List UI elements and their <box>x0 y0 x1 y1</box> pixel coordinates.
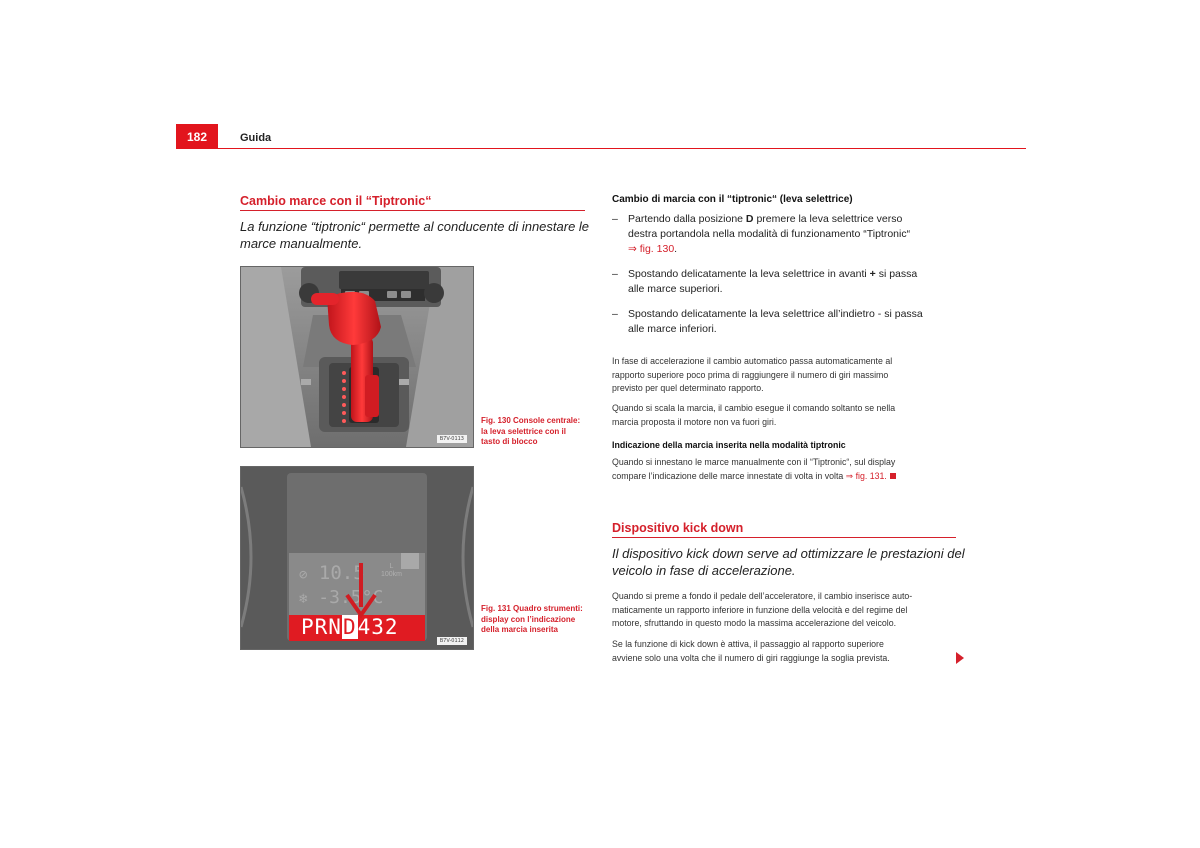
fig-130-link[interactable]: ⇒ fig. 130 <box>628 243 675 255</box>
section-title-tiptronic: Cambio marce con il “Tiptronic“ <box>240 194 432 208</box>
next-page-arrow-icon[interactable] <box>956 652 964 664</box>
down-arrow-icon <box>341 561 381 621</box>
section-rule <box>612 537 956 538</box>
instruction-list <box>612 212 962 342</box>
list-item: – Spostando delicatamente la leva selettrice all’indietro - si passa alle marce inferiori. <box>612 308 923 335</box>
subhead-gear-indicator: Indicazione della marcia inserita nella modalità tiptronic <box>612 440 846 450</box>
header-section-title: Guida <box>240 132 272 144</box>
fig-131-link[interactable]: ⇒ fig. 131. <box>845 470 887 481</box>
fuel-unit: L 100km <box>381 563 403 578</box>
subhead-tiptronic-lever: Cambio di marcia con il “tiptronic“ (leva selettrice) <box>612 194 853 205</box>
figure-130-console <box>240 266 474 448</box>
paragraph-kick-down: Quando si preme a fondo il pedale dell’acceleratore, il cambio inserisce auto- maticamente un rapporto inferiore in funzione della velocità e del regime del motore, sfruttando in questo modo la massima accelerazione del veicolo. <box>612 591 913 628</box>
fuel-consumption-value: ⊘ 10.5 <box>299 562 365 584</box>
paragraph-acceleration: In fase di accelerazione il cambio automatico passa automaticamente al rapporto superiore poco prima di raggiungere il numero di giri massimo previsto per quel determinato rapporto. <box>612 356 893 393</box>
list-item: – Spostando delicatamente la leva selettrice in avanti + si passa alle marce superiori. <box>612 268 918 295</box>
snowflake-icon: ❄ <box>299 591 308 607</box>
section-title-kick-down: Dispositivo kick down <box>612 521 744 535</box>
figure-130-caption: Fig. 130 Console centrale: la leva selettrice con il tasto di blocco <box>481 416 581 446</box>
figure-131-display <box>240 466 474 650</box>
figure-code: B7V-0113 <box>437 435 467 443</box>
lead-tiptronic: La funzione “tiptronic“ permette al conducente di innestare le marce manualmente. <box>240 219 590 251</box>
paragraph-gear-indicator: Quando si innestano le marce manualmente con il “Tiptronic“, sul display compare l’indicazione delle marce innestate di volta in volta ⇒ fig. 131. <box>612 457 896 481</box>
selected-gear: D <box>342 615 357 639</box>
end-marker-icon <box>890 473 896 479</box>
page-number: 182 <box>176 124 218 149</box>
paragraph-kick-down-active: Se la funzione di kick down è attiva, il passaggio al rapporto superiore avviene solo una volta che il numero di giri raggiunge la soglia prevista. <box>612 639 890 663</box>
list-item: – Partendo dalla posizione D premere la leva selettrice verso destra portandola nella modalità di funzionamento “Tiptronic“ ⇒ fig. 130. <box>612 213 911 255</box>
fuel-pump-icon: ⊘ <box>299 567 308 583</box>
figure-131-caption: Fig. 131 Quadro strumenti: display con l’indicazione della marcia inserita <box>481 604 583 634</box>
section-rule <box>240 210 585 211</box>
header-rule <box>176 148 1026 149</box>
figure-code: B7V-0112 <box>437 637 467 645</box>
paragraph-downshift: Quando si scala la marcia, il cambio esegue il comando soltanto se nella marcia proposta il motore non va fuori giri. <box>612 403 896 427</box>
gear-lever-illustration <box>241 267 473 447</box>
outside-temperature: ❄ -3.5°C <box>299 587 384 608</box>
gear-indicator: PRND432 <box>301 615 399 639</box>
lead-kick-down: Il dispositivo kick down serve ad ottimizzare le prestazioni del veicolo in fase di accelerazione. <box>612 546 965 578</box>
